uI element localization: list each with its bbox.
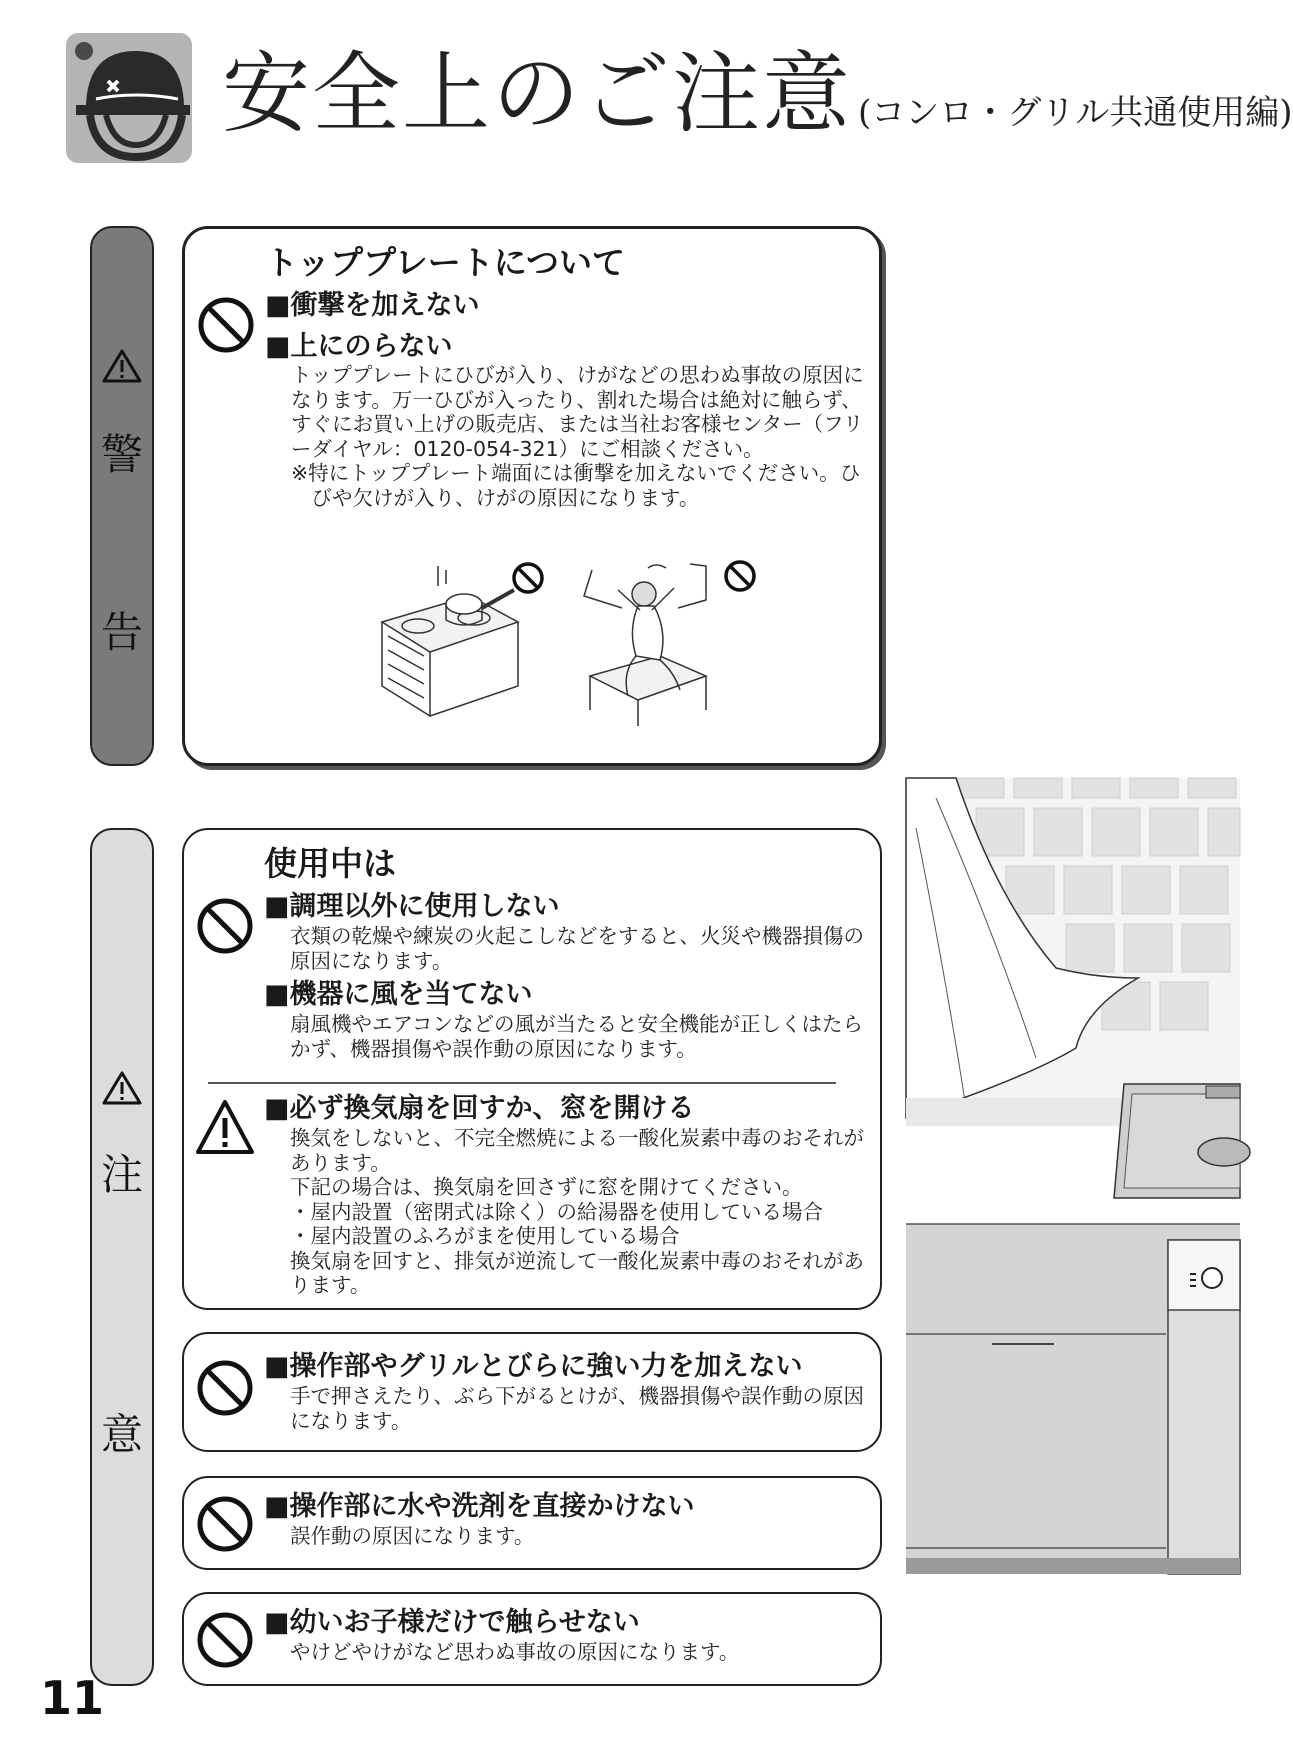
top-plate-body (291, 363, 871, 510)
top-plate-warning-box (182, 226, 882, 766)
divider (208, 1082, 836, 1084)
in-use-item-no-wind: ■機器に風を当てない (264, 979, 533, 1010)
prohibited-icon (195, 1610, 255, 1670)
top-plate-body-text: トッププレートにひびが入り、けがなどの思わぬ事故の原因になります。万一ひびが入ったり、割れた場合は絶対に触らず、すぐにお買い上げの販売店、または当社お客様センター（フリーダイヤル：0120-054-321）にご相談ください。 (291, 363, 864, 461)
safety-helmet-icon (66, 33, 196, 167)
in-use-item-ventilate: ■必ず換気扇を回すか、窓を開ける (264, 1093, 695, 1124)
ventilate-body-2: 下記の場合は、換気扇を回さずに窓を開けてください。 (290, 1175, 803, 1199)
in-use-heading: 使用中は (264, 844, 396, 883)
in-use-item-cooking-only-body: 衣類の乾燥や練炭の火起こしなどをすると、火災や機器損傷の原因になります。 (290, 924, 864, 973)
warning-tab-char-1: 警 (100, 430, 143, 479)
prohibited-icon (195, 1358, 255, 1418)
ventilate-bullet-2: ・屋内設置のふろがまを使用している場合 (290, 1224, 680, 1248)
water-caution-box (182, 1476, 882, 1570)
in-use-item-no-wind-body: 扇風機やエアコンなどの風が当たると安全機能が正しくはたらかず、機器損傷や誤作動の原因になります。 (290, 1012, 863, 1061)
prohibited-icon (196, 295, 256, 355)
water-item-body: 誤作動の原因になります。 (290, 1524, 535, 1548)
caution-tab-char-1: 注 (100, 1150, 143, 1199)
ventilate-body-3: 換気扇を回すと、排気が逆流して一酸化炭素中毒のおそれがあります。 (290, 1248, 864, 1297)
prohibited-icon (195, 896, 255, 956)
page-number: 11 (40, 1671, 105, 1725)
caution-tab-char-2: 意 (100, 1410, 143, 1459)
ventilate-body-1: 換気をしないと、不完全燃焼による一酸化炭素中毒のおそれがあります。 (290, 1126, 864, 1175)
top-plate-heading: トッププレートについて (265, 243, 626, 282)
caution-triangle-icon (102, 1070, 142, 1106)
warning-triangle-icon (102, 348, 142, 384)
knob-item-body: 手で押さえたり、ぶら下がるとけが、機器損傷や誤作動の原因になります。 (290, 1384, 864, 1433)
top-plate-item-no-impact: ■衝撃を加えない (265, 290, 480, 321)
water-item-title: ■操作部に水や洗剤を直接かけない (264, 1491, 695, 1522)
pan-dropping-illustration (378, 566, 528, 726)
kitchen-curtain-illustration (906, 778, 1240, 1574)
prohibited-icon (195, 1494, 255, 1554)
page-subtitle: (コンロ・グリル共通使用編) (858, 93, 1293, 133)
ventilate-bullet-1: ・屋内設置（密閉式は除く）の給湯器を使用している場合 (290, 1199, 823, 1224)
page-title-text: 安全上のご注意 (222, 42, 853, 145)
prohibited-icon (722, 558, 758, 594)
children-item-title: ■幼いお子様だけで触らせない (264, 1607, 640, 1638)
page-title (222, 34, 1293, 173)
children-caution-box (182, 1592, 882, 1686)
person-climbing-illustration (582, 560, 732, 726)
prohibited-icon (510, 560, 546, 596)
knob-item-title: ■操作部やグリルとびらに強い力を加えない (264, 1351, 803, 1382)
warning-tab-char-2: 告 (100, 608, 143, 657)
caution-triangle-icon (195, 1098, 255, 1158)
top-plate-item-no-stepping: ■上にのらない (265, 331, 453, 362)
top-plate-note: ※特にトッププレート端面には衝撃を加えないでください。ひびや欠けが入り、けがの原因になります。 (291, 461, 861, 510)
in-use-item-ventilate-body (290, 1126, 870, 1298)
caution-tab (90, 828, 154, 1686)
children-item-body: やけどやけがなど思わぬ事故の原因になります。 (290, 1640, 740, 1664)
knob-caution-box (182, 1332, 882, 1452)
in-use-item-cooking-only: ■調理以外に使用しない (264, 891, 560, 922)
in-use-caution-box (182, 828, 882, 1310)
warning-tab (90, 226, 154, 766)
